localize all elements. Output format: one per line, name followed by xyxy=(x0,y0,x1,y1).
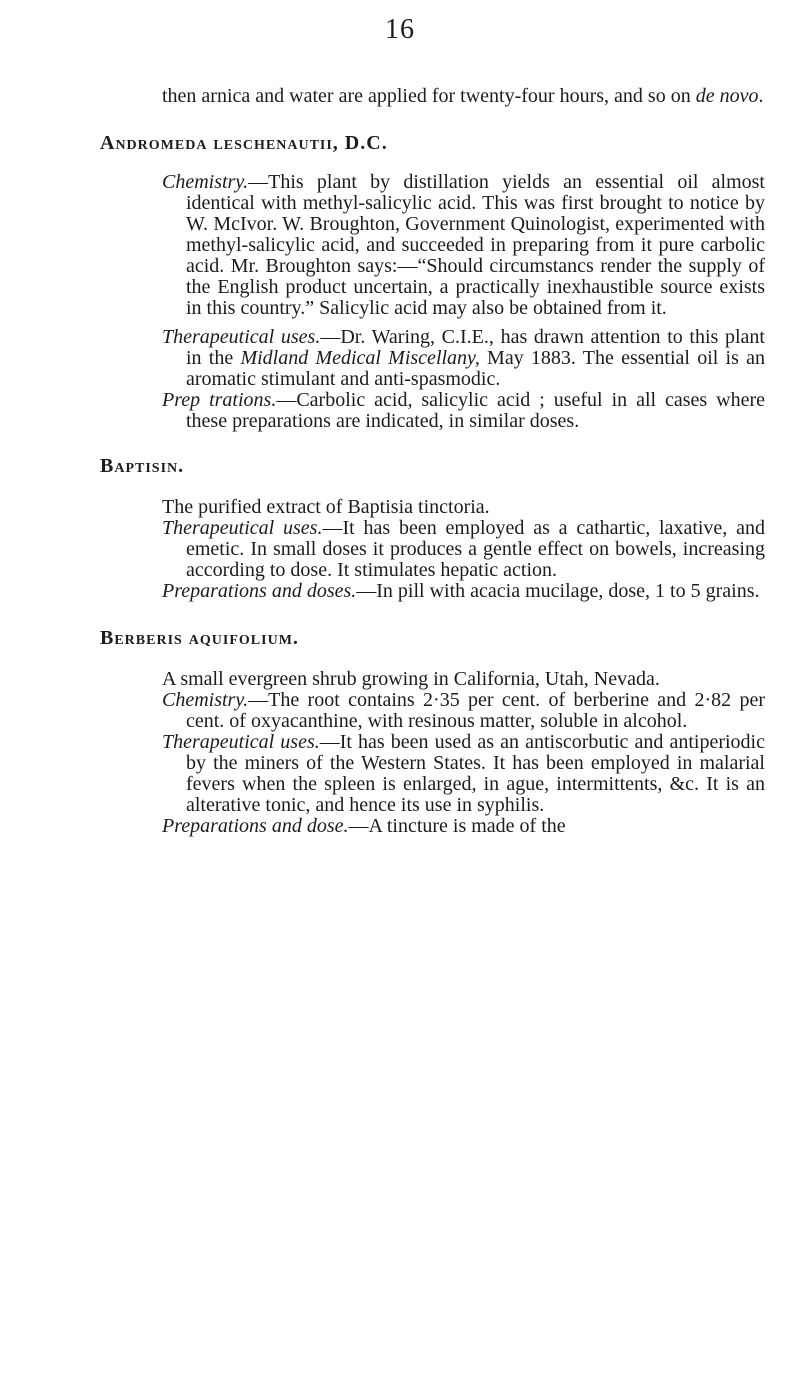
baptisin-preparations xyxy=(0,581,800,602)
andromeda-uses xyxy=(0,327,800,390)
berberis-uses xyxy=(0,732,800,816)
berberis-description xyxy=(0,669,800,690)
intro-italic: de novo xyxy=(695,85,759,107)
intro-paragraph xyxy=(0,86,800,107)
baptisin-uses xyxy=(0,518,800,581)
berberis-preparations xyxy=(0,816,800,837)
baptisin-preparations-label: Preparations and doses. xyxy=(162,580,357,602)
berberis-uses-label: Therapeutical uses. xyxy=(162,731,320,753)
andromeda-uses-journal: Midland Medical Miscellany, xyxy=(240,347,480,369)
andromeda-uses-label: Therapeutical uses. xyxy=(162,326,321,348)
andromeda-chemistry-text: —This plant by distillation yields an essential oil almost identical with methyl-salicylic acid. This was first brought to notice by W. McIvor. W. Broughton, Government Quinologist, experimented with methyl-salicylic acid, and succeeded in preparing from it pure carbolic acid. Mr. Broughton says:—“Should circumstancs render the supply of the English product uncertain, a practically inexhaustible source exists in this country.” Salicylic acid may also be obtained from it. xyxy=(186,171,765,319)
berberis-chemistry-text: —The root contains 2·35 per cent. of berberine and 2·82 per cent. of oxyacanthine, with resinous matter, soluble in alcohol. xyxy=(186,689,765,732)
berberis-preparations-label: Preparations and dose. xyxy=(162,815,349,837)
baptisin-uses-text: —It has been employed as a cathartic, laxative, and emetic. In small doses it produces a gentle effect on bowels, increasing according to dose. It stimulates hepatic action. xyxy=(186,517,765,581)
berberis-description-text: A small evergreen shrub growing in California, Utah, Nevada. xyxy=(162,668,660,690)
baptisin-description xyxy=(0,497,800,518)
berberis-chemistry xyxy=(0,690,800,732)
intro-end: . xyxy=(758,85,764,107)
andromeda-uses-text-2: May 1883. The essential oil is an aromatic stimulant and anti-spasmodic. xyxy=(186,347,765,390)
andromeda-chemistry-label: Chemistry. xyxy=(162,171,249,193)
page-number: 16 xyxy=(385,14,415,45)
andromeda-uses-text-1: —Dr. Waring, C.I.E., has drawn attention to this plant in the xyxy=(186,326,765,369)
andromeda-heading: Andromeda leschenautii, D.C. xyxy=(100,132,388,154)
berberis-heading: Berberis aquifolium. xyxy=(100,627,299,649)
baptisin-preparations-text: —In pill with acacia mucilage, dose, 1 to 5 grains. xyxy=(356,580,760,602)
andromeda-preparations xyxy=(0,390,800,432)
baptisin-uses-label: Therapeutical uses. xyxy=(162,517,323,539)
andromeda-chemistry xyxy=(0,172,800,319)
berberis-uses-text: —It has been used as an antiscorbutic and antiperiodic by the miners of the Western States. It has been employed in malarial fevers when the spleen is enlarged, in ague, intermittents, &c. It is an alterative tonic, and hence its use in syphilis. xyxy=(186,731,765,816)
baptisin-description-text: The purified extract of Baptisia tinctoria. xyxy=(162,496,490,518)
andromeda-preparations-text: —Carbolic acid, salicylic acid ; useful in all cases where these preparations are indicated, in similar doses. xyxy=(186,389,765,432)
berberis-chemistry-label: Chemistry. xyxy=(162,689,249,711)
baptisin-heading: Baptisin. xyxy=(100,455,185,477)
andromeda-preparations-label: Prep trations. xyxy=(162,389,277,411)
intro-text: then arnica and water are applied for twenty-four hours, and so on xyxy=(162,85,696,107)
berberis-preparations-text: —A tincture is made of the xyxy=(348,815,566,837)
page-body xyxy=(0,86,800,837)
